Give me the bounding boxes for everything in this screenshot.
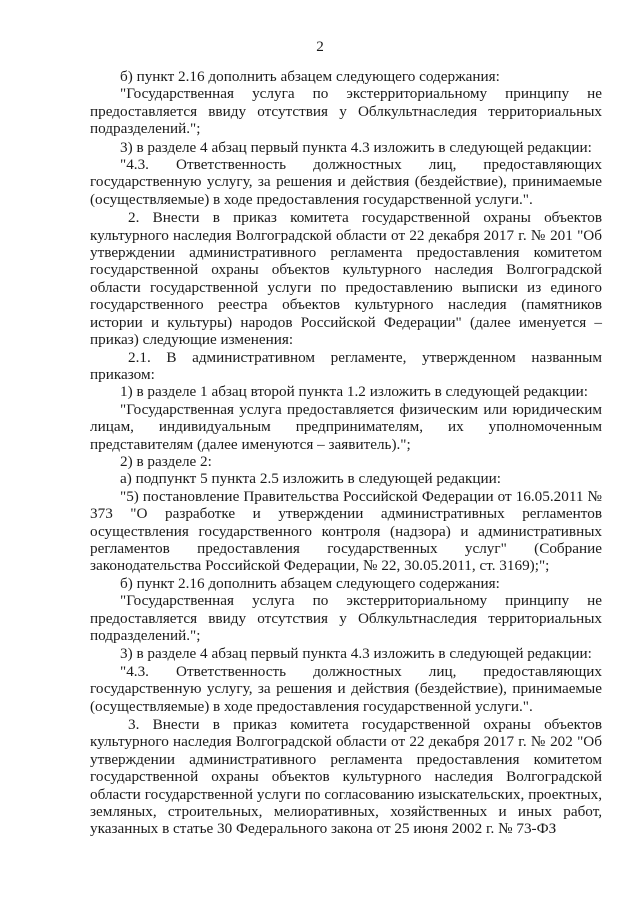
paragraph: "Государственная услуга по экстерриториальному принципу не предоставляется ввиду отсутствия у Облкультнаследия территориальных подразделений.";	[90, 592, 602, 644]
paragraph: 2.1. В административном регламенте, утвержденном названным приказом:	[90, 348, 602, 383]
paragraph: "Государственная услуга предоставляется физическим или юридическим лицам, индивидуальным предпринимателям, их уполномоченным представителям (далее именуются – заявитель).";	[90, 400, 602, 453]
document-body	[90, 68, 602, 838]
paragraph: 1) в разделе 1 абзац второй пункта 1.2 изложить в следующей редакции:	[120, 383, 589, 401]
paragraph: 2) в разделе 2:	[120, 452, 212, 470]
paragraph: а) подпункт 5 пункта 2.5 изложить в следующей редакции:	[120, 470, 501, 488]
paragraph: "4.3. Ответственность должностных лиц, предоставляющих государственную услугу, за решения и действия (бездействие), принимаемые (осуществляемые) в ходе предоставления государственной услуги.".	[90, 662, 602, 715]
paragraph: 3) в разделе 4 абзац первый пункта 4.3 изложить в следующей редакции:	[120, 645, 592, 663]
paragraph: 3. Внести в приказ комитета государственной охраны объектов культурного наследия Волгоградской области от 22 декабря 2017 г. № 202 "Об утверждении административного регламента предоставления комитетом государственной охраны объектов культурного наследия Волгоградской области государственной услуги по согласованию изыскательских, проектных, земляных, строительных, мелиоративных, хозяйственных и иных работ, указанных в статье 30 Федерального закона от 25 июня 2002 г. № 73-ФЗ	[90, 716, 602, 838]
paragraph: "5) постановление Правительства Российской Федерации от 16.05.2011 № 373 "О разработке и утверждении административных регламентов осуществления государственного контроля (надзора) и административных регламентов предоставления государственных услуг" (Собрание законодательства Российской Федерации, № 22, 30.05.2011, ст. 3169);";	[90, 487, 602, 575]
page-number: 2	[316, 38, 324, 55]
paragraph: б) пункт 2.16 дополнить абзацем следующего содержания:	[120, 68, 500, 85]
paragraph: б) пункт 2.16 дополнить абзацем следующего содержания:	[120, 574, 500, 592]
paragraph: 2. Внести в приказ комитета государственной охраны объектов культурного наследия Волгоградской области от 22 декабря 2017 г. № 201 "Об утверждении административного регламента предоставления комитетом государственной охраны объектов культурного наследия Волгоградской области государственной услуги по предоставлению выписки из единого государственного реестра объектов культурного наследия (памятников истории и культуры) народов Российской Федерации" (далее именуется – приказ) следующие изменения:	[90, 209, 602, 349]
paragraph: 3) в разделе 4 абзац первый пункта 4.3 изложить в следующей редакции:	[120, 138, 592, 156]
paragraph: "Государственная услуга по экстерриториальному принципу не предоставляется ввиду отсутствия у Облкультнаследия территориальных подразделений.";	[90, 85, 602, 138]
paragraph: "4.3. Ответственность должностных лиц, предоставляющих государственную услугу, за решения и действия (бездействие), принимаемые (осуществляемые) в ходе предоставления государственной услуги.".	[90, 156, 602, 208]
